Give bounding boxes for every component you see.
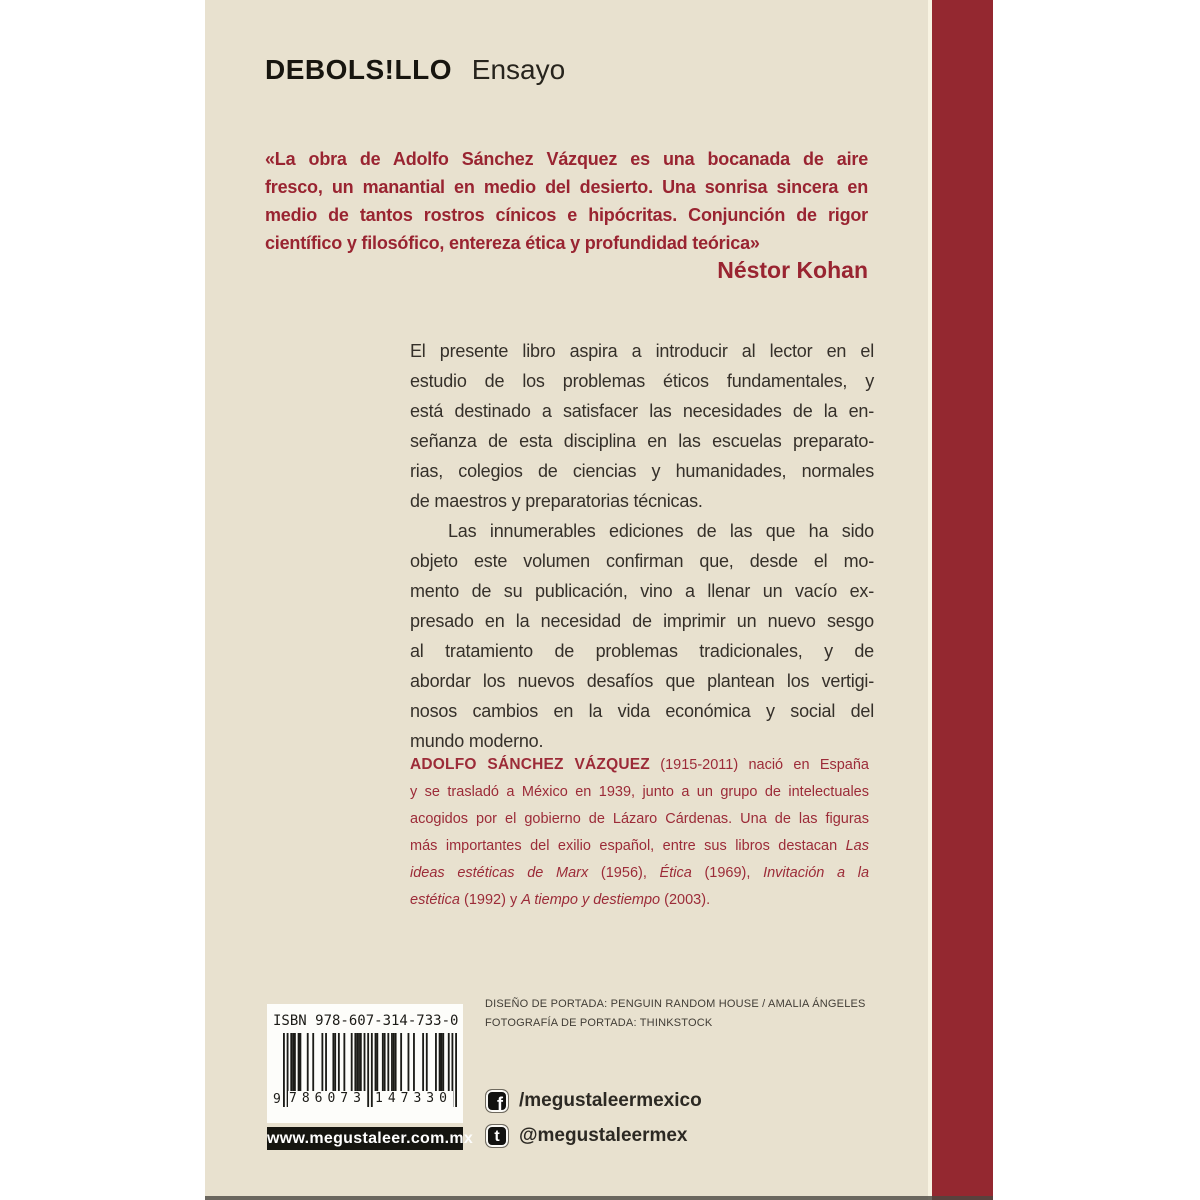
isbn-block xyxy=(267,1004,474,1150)
text-line: señanza de esta disciplina en las escuelas preparato- xyxy=(410,431,874,451)
text-line: presado en la necesidad de imprimir un nuevo sesgo xyxy=(410,611,874,631)
text-line: abordar los nuevos desafíos que plantean los vertigi- xyxy=(410,671,874,691)
text-line: ADOLFO SÁNCHEZ VÁZQUEZ (1915-2011) nació en España xyxy=(410,756,869,773)
text-line: ideas estéticas de Marx (1956), Ética (1969), Invitación a la xyxy=(410,865,870,881)
text-line: estética (1992) y A tiempo y destiempo (2003). xyxy=(410,892,711,908)
barcode-box xyxy=(267,1004,463,1123)
collection-label: Ensayo xyxy=(471,54,566,85)
twitter-row xyxy=(485,1124,688,1148)
text-line: «La obra de Adolfo Sánchez Vázquez es una bocanada de aire xyxy=(265,149,868,169)
text-line: más importantes del exilio español, entre sus libros destacan Las xyxy=(410,838,869,854)
cover-credits xyxy=(485,995,866,1032)
text-line: acogidos por el gobierno de Lázaro Cárdenas. Una de las figuras xyxy=(410,811,869,827)
barcode-digits-right: 147330 xyxy=(375,1091,452,1106)
text-line: de maestros y preparatorias técnicas. xyxy=(410,491,703,511)
isbn-number: ISBN 978-607-314-733-0 xyxy=(273,1013,459,1029)
text-line: fresco, un manantial en medio del desierto. Una sonrisa sincera en xyxy=(265,177,868,197)
facebook-icon: f xyxy=(485,1089,509,1113)
text-line: estudio de los problemas éticos fundamentales, y xyxy=(410,371,874,391)
facebook-handle: /megustaleermexico xyxy=(519,1090,702,1111)
text-line: Las innumerables ediciones de las que ha sido xyxy=(448,521,874,541)
barcode-bars xyxy=(283,1033,457,1107)
text-line: nosos cambios en la vida económica y social del xyxy=(410,701,874,721)
twitter-icon: t xyxy=(485,1124,509,1148)
barcode-row xyxy=(273,1033,457,1107)
review-quote xyxy=(265,145,868,257)
text-line: rias, colegios de ciencias y humanidades, normales xyxy=(410,461,874,481)
text-line: y se trasladó a México en 1939, junto a un grupo de intelectuales xyxy=(410,784,869,800)
twitter-handle: @megustaleermex xyxy=(519,1125,688,1146)
text-line: está destinado a satisfacer las necesidades de la en- xyxy=(410,401,874,421)
synopsis-paragraph-1 xyxy=(410,336,874,516)
facebook-row xyxy=(485,1089,702,1113)
publisher-brand xyxy=(265,54,565,86)
text-line: mundo moderno. xyxy=(410,731,544,751)
text-line: mento de su publicación, vino a llenar un vacío ex- xyxy=(410,581,874,601)
synopsis-paragraph-2 xyxy=(410,516,874,756)
spine-red-stripe xyxy=(932,0,993,1200)
book-back-cover xyxy=(205,0,993,1200)
publisher-logo: DEBOLS!LLO xyxy=(265,54,452,85)
author-bio xyxy=(410,751,869,914)
text-line: medio de tantos rostros cínicos e hipócritas. Conjunción de rigor xyxy=(265,205,868,225)
cover-bottom-edge xyxy=(205,1196,993,1200)
text-line: objeto este volumen confirman que, desde el mo- xyxy=(410,551,874,571)
barcode-lead-digit: 9 xyxy=(273,1092,281,1107)
barcode-digits-left: 786073 xyxy=(289,1091,366,1106)
text-line: al tratamiento de problemas tradicionales, y de xyxy=(410,641,874,661)
photography-credit: FOTOGRAFÍA DE PORTADA: THINKSTOCK xyxy=(485,1016,713,1029)
text-line: El presente libro aspira a introducir al lector en el xyxy=(410,341,874,361)
quote-attribution: Néstor Kohan xyxy=(717,257,868,283)
design-credit: DISEÑO DE PORTADA: PENGUIN RANDOM HOUSE / AMALIA ÁNGELES xyxy=(485,998,866,1010)
publisher-website: www.megustaleer.com.mx xyxy=(267,1127,463,1150)
text-line: científico y filosófico, entereza ética y profundidad teórica» xyxy=(265,233,760,253)
